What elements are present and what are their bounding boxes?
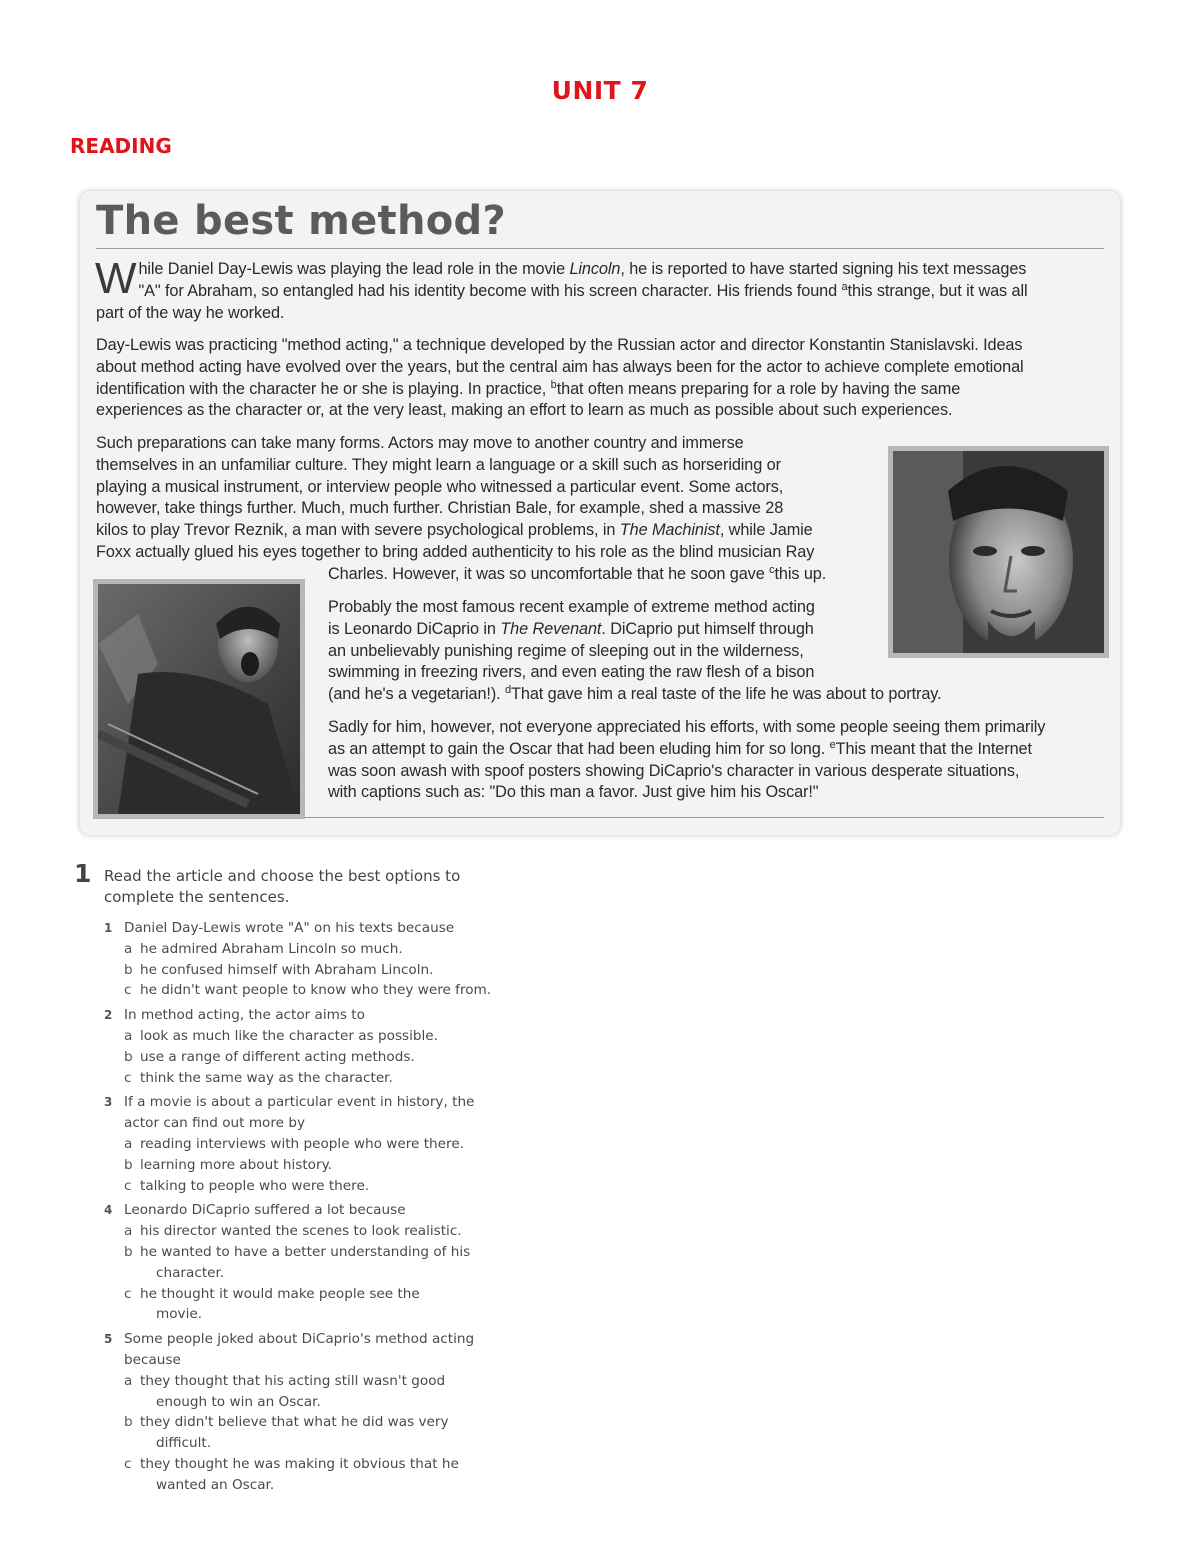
option-letter: a: [124, 1372, 133, 1389]
option-text: difficult.: [156, 1435, 212, 1452]
question-stem: because: [124, 1351, 181, 1368]
option-text: look as much like the character as possible.: [140, 1027, 438, 1044]
paragraph-2: Day-Lewis was practicing "method acting," a technique developed by the Russian actor and director Konstantin Stanislavski. Ideas about method acting have evolved over the years, but the central aim has always been for the actor to achieve complete emotional identification with the character he or she is playing. In practice, $^b$that often means preparing for a role by having the same experiences as the character or, at the very least, making an effort to learn as much as possible about such experiences.: [96, 336, 1024, 420]
option-text: think the same way as the character.: [140, 1069, 393, 1086]
option-a[interactable]: [124, 1134, 491, 1155]
option-text: enough to win an Oscar.: [156, 1393, 321, 1410]
option-c[interactable]: [124, 1454, 491, 1496]
leonardo-dicaprio-photo: [93, 579, 305, 819]
option-text: character.: [156, 1264, 225, 1281]
option-c[interactable]: [124, 1284, 491, 1326]
question-5: [104, 1329, 491, 1495]
option-letter: a: [124, 1135, 133, 1152]
option-letter: a: [124, 1027, 133, 1044]
paragraph-4: Probably the most famous recent example of extreme method acting is Leonardo DiCaprio in The Revenant. DiCaprio put himself through an unbelievably punishing regime of sleeping out in the wilderness, swimming in freezing rivers, and even eating the raw flesh of a bison (and he's a vegetarian!). $^d$That gave him a real taste of the life he was about to portray.: [328, 598, 942, 704]
option-text: they thought he was making it obvious that he: [140, 1455, 459, 1472]
option-letter: b: [124, 1243, 133, 1260]
option-text: wanted an Oscar.: [156, 1476, 275, 1493]
exercise-instructions: Read the article and choose the best options to complete the sentences.: [104, 867, 461, 906]
option-letter: b: [124, 1048, 133, 1065]
question-4: [104, 1200, 491, 1325]
option-letter: c: [124, 982, 132, 999]
option-b[interactable]: [124, 1047, 491, 1068]
drop-cap: W: [95, 254, 137, 303]
question-stem: Leonardo DiCaprio suffered a lot because: [124, 1202, 406, 1219]
question-stem: Some people joked about DiCaprio's method acting: [124, 1331, 475, 1348]
option-b[interactable]: [124, 1155, 491, 1176]
paragraph-3: Such preparations can take many forms. Actors may move to another country and immerse themselves in an unfamiliar culture. They might learn a language or a skill such as horseriding or playing a musical instrument, or interview people who witnessed a particular event. Some actors, however, take things further. Much, much further. Christian Bale, for example, shed a massive 28 kilos to play Trevor Reznik, a man with severe psychological problems, in The Machinist, while Jamie Foxx actually glued his eyes together to bring added authenticity to his role as the blind musician Ray Charles. However, it was so uncomfortable that he soon gave $^c$this up.: [96, 434, 827, 583]
option-text: they thought that his acting still wasn't good: [140, 1372, 446, 1389]
option-b[interactable]: [124, 1242, 491, 1284]
option-c[interactable]: [124, 1068, 491, 1089]
question-stem: If a movie is about a particular event in history, the: [124, 1094, 475, 1111]
question-number: 1: [104, 921, 113, 935]
option-c[interactable]: [124, 1176, 491, 1197]
option-text: talking to people who were there.: [140, 1177, 370, 1194]
question-3: [104, 1092, 491, 1196]
question-number: 3: [104, 1095, 113, 1110]
option-a[interactable]: [124, 1371, 491, 1413]
question-1: [104, 918, 491, 1001]
exercise-number: 1: [74, 859, 92, 888]
article-title: The best method?: [96, 198, 506, 244]
question-number: 2: [104, 1008, 113, 1023]
section-title: READING: [70, 134, 172, 158]
option-letter: c: [124, 1177, 132, 1194]
option-letter: a: [124, 1223, 133, 1240]
question-stem: In method acting, the actor aims to: [124, 1007, 365, 1024]
question-number: 4: [104, 1203, 113, 1218]
option-text: he didn't want people to know who they were from.: [140, 982, 492, 999]
option-text: his director wanted the scenes to look realistic.: [140, 1223, 462, 1240]
option-letter: b: [124, 1414, 133, 1431]
option-text: he wanted to have a better understanding of his: [140, 1243, 471, 1260]
paragraph-5: Sadly for him, however, not everyone appreciated his efforts, with some people seeing them primarily as an attempt to gain the Oscar that had been eluding him for so long. $^e$This meant that the Internet was soon awash with spoof posters showing DiCaprio's character in various desperate situations, with captions such as: "Do this man a favor. Just give him his Oscar!": [328, 718, 1046, 802]
option-text: they didn't believe that what he did was very: [140, 1414, 449, 1431]
option-letter: c: [124, 1069, 132, 1086]
option-text: he admired Abraham Lincoln so much.: [140, 940, 403, 957]
option-letter: c: [124, 1285, 132, 1302]
option-letter: c: [124, 1455, 132, 1472]
option-b[interactable]: [124, 960, 491, 981]
paragraph-1: W hile Daniel Day-Lewis was playing the lead role in the movie Lincoln, he is reported to have started signing his text messages "A" for Abraham, so entangled had his identity become with his screen character. His friends found $^a$this strange, but it was all part of the way he worked.: [95, 254, 1028, 322]
question-stem: actor can find out more by: [124, 1115, 306, 1132]
title-divider: [96, 248, 1104, 249]
option-a[interactable]: [124, 939, 491, 960]
option-text: learning more about history.: [140, 1156, 332, 1173]
christian-bale-photo: [888, 446, 1109, 658]
option-b[interactable]: [124, 1412, 491, 1454]
option-c[interactable]: [124, 980, 491, 1001]
option-a[interactable]: [124, 1026, 491, 1047]
option-a[interactable]: [124, 1221, 491, 1242]
option-letter: b: [124, 961, 133, 978]
option-text: he confused himself with Abraham Lincoln.: [140, 961, 434, 978]
unit-title: UNIT 7: [551, 76, 649, 105]
option-letter: a: [124, 940, 133, 957]
bottom-divider: [304, 817, 1104, 818]
option-text: reading interviews with people who were there.: [140, 1135, 465, 1152]
option-text: movie.: [156, 1306, 203, 1323]
question-stem: Daniel Day-Lewis wrote "A" on his texts because: [124, 920, 455, 936]
question-number: 5: [104, 1332, 113, 1347]
option-text: use a range of different acting methods.: [140, 1048, 415, 1065]
question-list: [104, 918, 491, 1496]
option-text: he thought it would make people see the: [140, 1285, 420, 1302]
question-2: [104, 1005, 491, 1088]
option-letter: b: [124, 1156, 133, 1173]
